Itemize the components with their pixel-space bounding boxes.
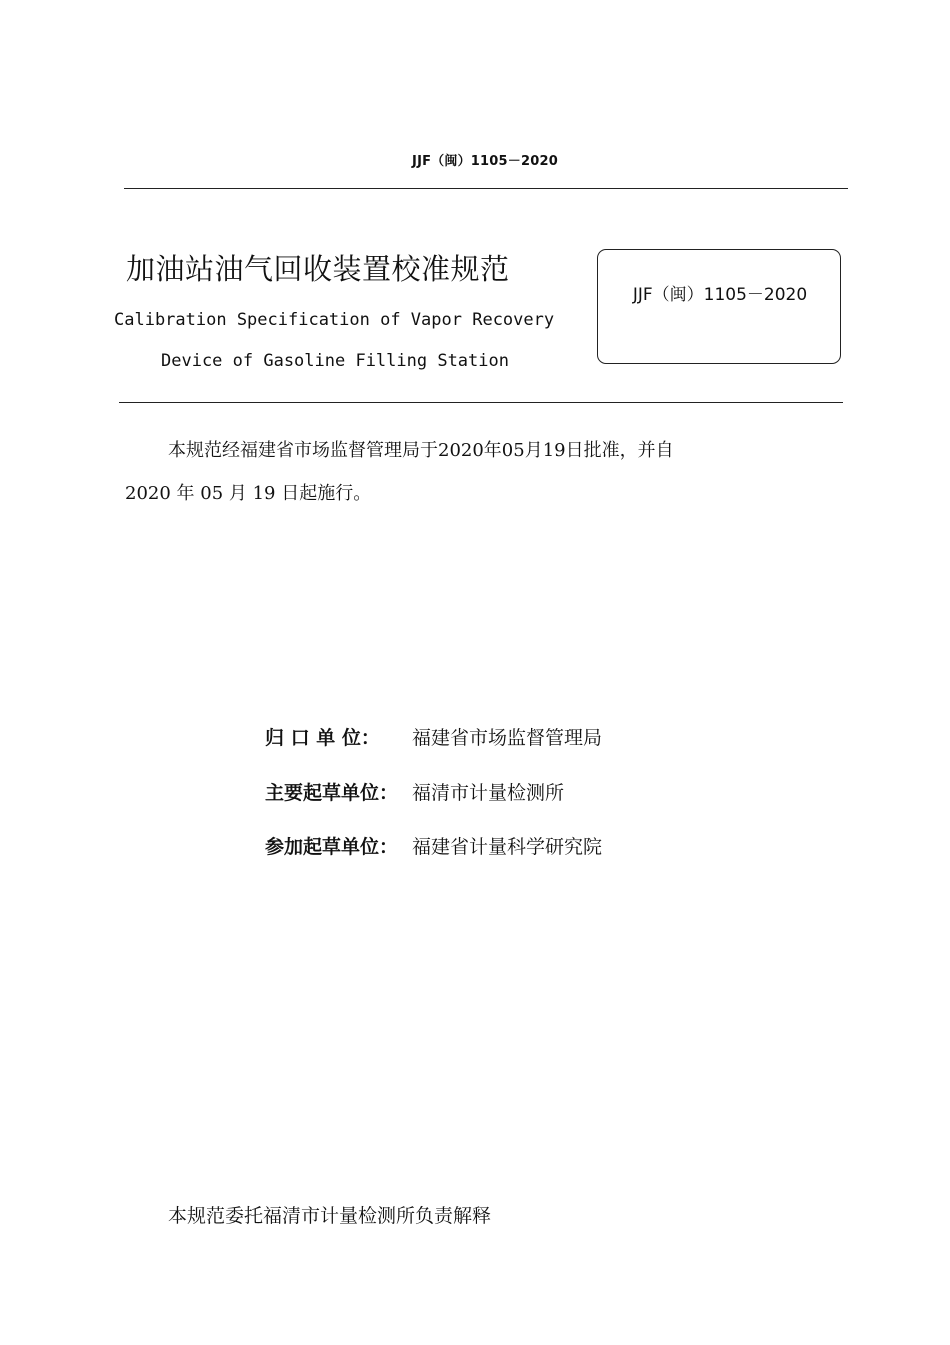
main-drafting-unit-row [265,778,564,805]
unit-value: 福建省计量科学研究院 [412,836,603,858]
responsible-unit-row [265,723,602,750]
unit-label: 归 口 单 位： [265,727,380,749]
document-code-box [597,249,841,364]
participating-unit-row [265,832,602,859]
top-divider [124,188,848,189]
unit-label: 主要起草单位： [265,782,399,804]
unit-label: 参加起草单位： [265,836,399,858]
title-english-line1: Calibration Specification of Vapor Recovery [114,310,555,330]
unit-value: 福建省市场监督管理局 [412,727,603,749]
interpretation-note: 本规范委托福清市计量检测所负责解释 [168,1205,492,1227]
document-code: JJF（闽）1105－2020 [632,285,808,305]
approval-text-line2: 2020 年 05 月 19 日起施行。 [125,483,372,504]
approval-text-line1: 本规范经福建省市场监督管理局于2020年05月19日批准，并自 [168,440,674,461]
middle-divider [119,402,843,403]
header-code: JJF（闽）1105－2020 [412,154,558,169]
title-english-line2: Device of Gasoline Filling Station [161,351,509,371]
unit-value: 福清市计量检测所 [412,782,565,804]
title-chinese: 加油站油气回收装置校准规范 [126,252,510,286]
